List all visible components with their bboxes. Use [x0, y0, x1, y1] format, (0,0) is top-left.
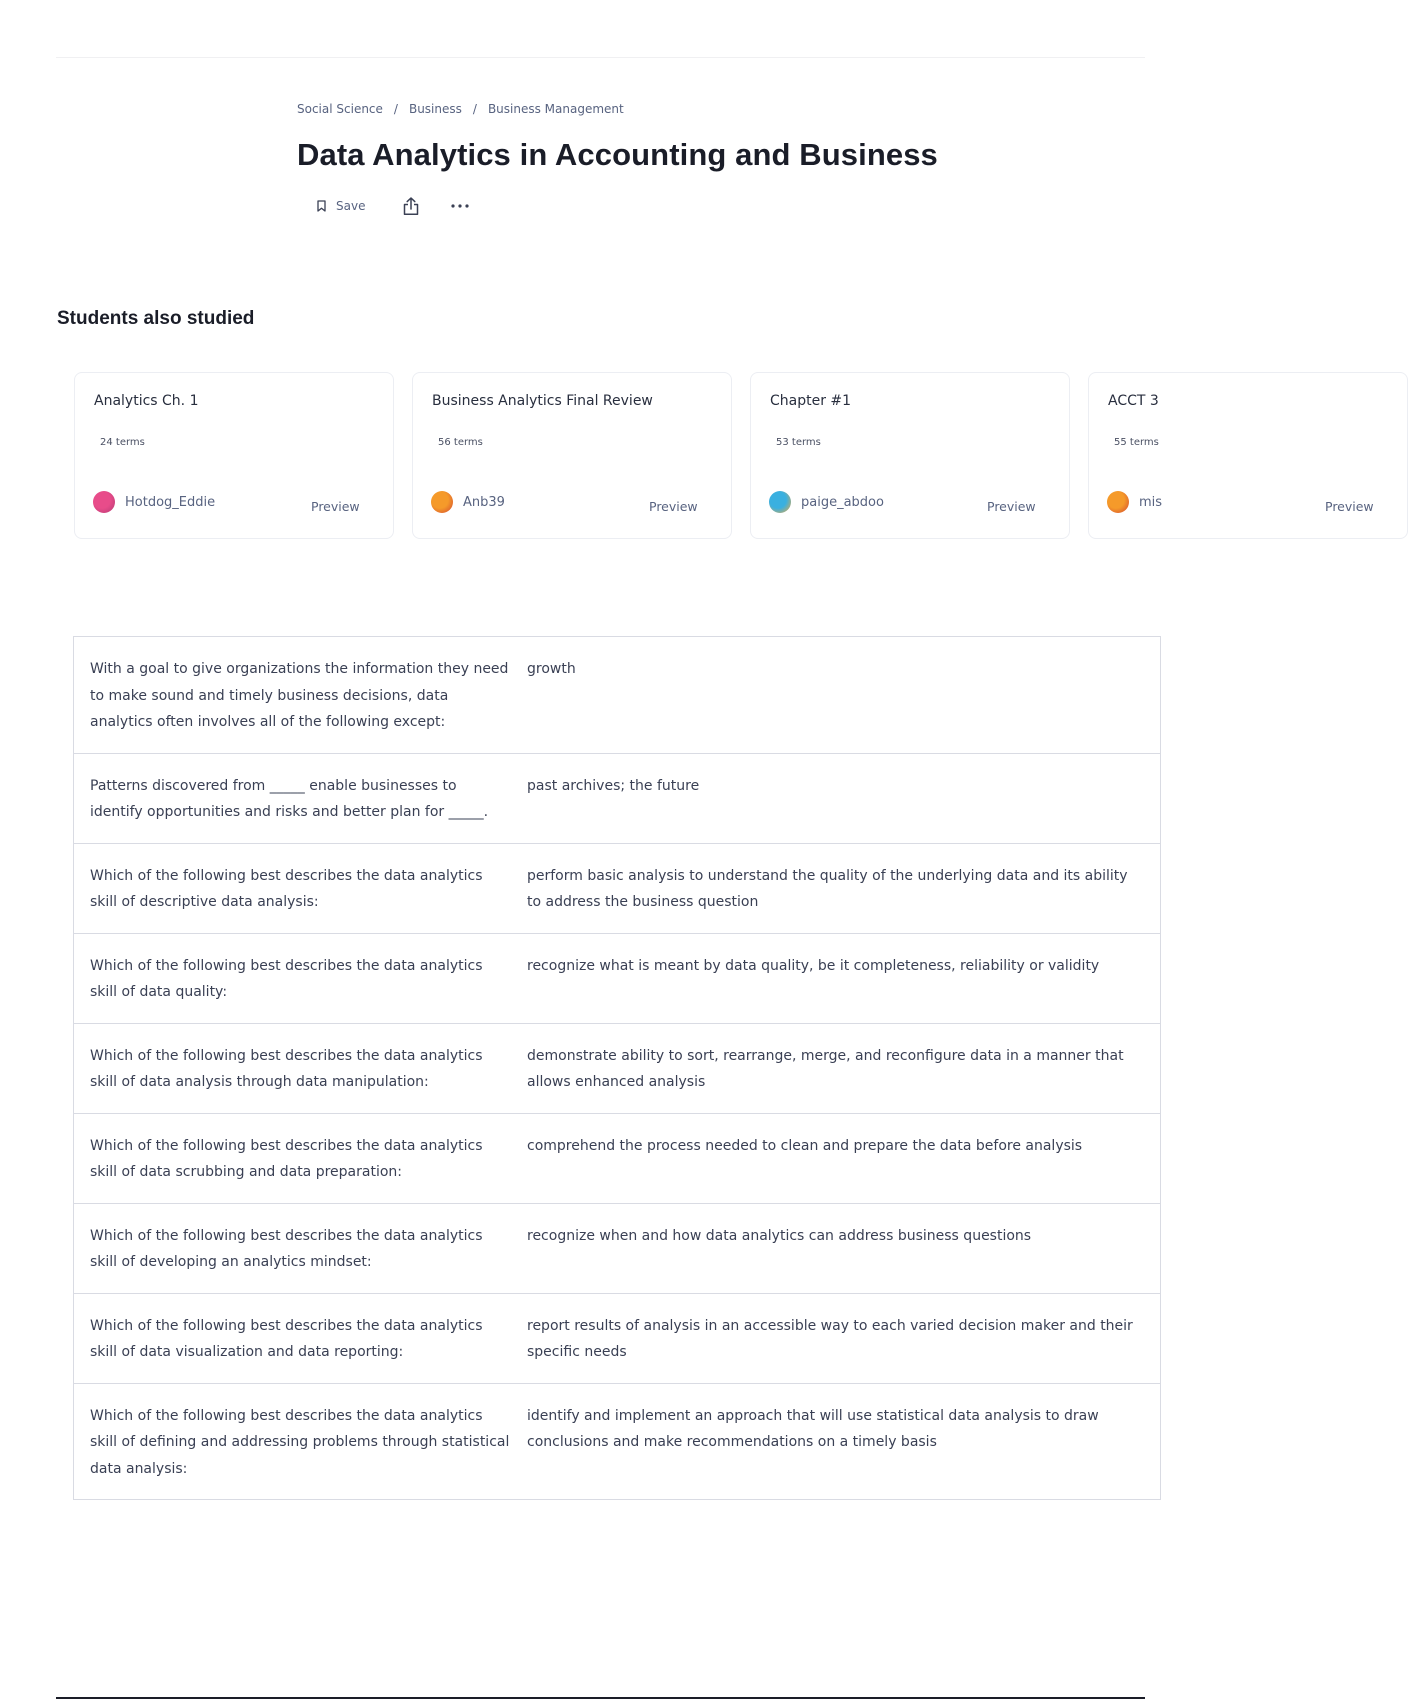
- card-title: Analytics Ch. 1: [94, 393, 199, 409]
- breadcrumb-separator: /: [393, 102, 398, 116]
- author-name: mis: [1139, 494, 1163, 510]
- bottom-divider: [56, 1697, 1145, 1699]
- avatar: [769, 491, 791, 513]
- breadcrumb-business[interactable]: Business: [408, 102, 462, 116]
- preview-button[interactable]: Preview: [311, 499, 360, 514]
- avatar: [1107, 491, 1129, 513]
- avatar: [431, 491, 453, 513]
- preview-button[interactable]: Preview: [987, 499, 1036, 514]
- preview-button[interactable]: Preview: [649, 499, 698, 514]
- more-options-button[interactable]: [450, 203, 470, 209]
- students-also-studied-heading: Students also studied: [57, 308, 255, 329]
- term-row: [74, 934, 1160, 1024]
- bookmark-icon: [317, 200, 326, 212]
- term-question: With a goal to give organizations the information they need to make sound and timely business decisions, data analytics often involves all of the following except:: [90, 661, 509, 730]
- related-sets-carousel: [74, 372, 1374, 540]
- term-row: [74, 754, 1160, 844]
- more-options-icon: [450, 203, 470, 209]
- term-question: Which of the following best describes the data analytics skill of descriptive data analysis:: [90, 867, 483, 910]
- author-name: Hotdog_Eddie: [125, 494, 216, 510]
- term-answer: demonstrate ability to sort, rearrange, merge, and reconfigure data in a manner that allows enhanced analysis: [527, 1047, 1124, 1090]
- term-answer: growth: [527, 661, 576, 677]
- related-sets-track: [74, 372, 1374, 539]
- terms-table: [73, 636, 1161, 1500]
- card-author: [769, 491, 884, 513]
- term-row: [74, 1294, 1160, 1384]
- card-author: [93, 491, 215, 513]
- term-answer: comprehend the process needed to clean and prepare the data before analysis: [527, 1137, 1083, 1154]
- related-set-card[interactable]: [750, 372, 1070, 539]
- term-answer: report results of analysis in an accessible way to each varied decision maker and their specific needs: [527, 1317, 1133, 1360]
- term-answer: recognize when and how data analytics can address business questions: [527, 1227, 1032, 1244]
- term-row: [74, 844, 1160, 934]
- card-title: ACCT 3: [1108, 393, 1159, 409]
- action-bar: [297, 194, 1097, 218]
- term-row: [74, 1384, 1160, 1500]
- term-question: Which of the following best describes the data analytics skill of defining and addressing problems through statistical data analysis:: [90, 1407, 510, 1477]
- card-term-count: 53 terms: [776, 437, 821, 448]
- save-button[interactable]: [297, 199, 365, 213]
- preview-button[interactable]: Preview: [1325, 499, 1374, 514]
- card-term-count: 24 terms: [100, 437, 145, 448]
- author-name: paige_abdoo: [801, 494, 884, 510]
- term-question: Which of the following best describes the data analytics skill of data quality:: [90, 957, 483, 1000]
- card-author: [431, 491, 505, 513]
- card-term-count: 55 terms: [1114, 437, 1159, 448]
- breadcrumb: [297, 100, 1097, 118]
- top-divider: [56, 57, 1145, 58]
- related-set-card[interactable]: [412, 372, 732, 539]
- card-author: [1107, 491, 1162, 513]
- card-term-count: 56 terms: [438, 437, 483, 448]
- term-answer: identify and implement an approach that will use statistical data analysis to draw conclusions and make recommendations on a timely basis: [527, 1407, 1099, 1450]
- term-answer: perform basic analysis to understand the quality of the underlying data and its ability to address the business question: [527, 867, 1128, 910]
- card-title: Business Analytics Final Review: [432, 393, 653, 409]
- share-icon: [402, 196, 420, 216]
- related-set-card[interactable]: [74, 372, 394, 539]
- term-answer: recognize what is meant by data quality, be it completeness, reliability or validity: [527, 957, 1100, 974]
- breadcrumb-business-management[interactable]: Business Management: [487, 102, 624, 116]
- term-row: [74, 1024, 1160, 1114]
- term-question: Which of the following best describes the data analytics skill of developing an analytics mindset:: [90, 1227, 483, 1270]
- related-set-card[interactable]: [1088, 372, 1408, 539]
- breadcrumb-separator: /: [472, 102, 477, 116]
- avatar: [93, 491, 115, 513]
- share-button[interactable]: [402, 196, 420, 216]
- term-row: [74, 637, 1160, 754]
- save-label: Save: [336, 199, 366, 213]
- term-question: Patterns discovered from _____ enable businesses to identify opportunities and risks and better plan for _____.: [90, 777, 489, 820]
- term-question: Which of the following best describes the data analytics skill of data analysis through data manipulation:: [90, 1047, 483, 1090]
- term-question: Which of the following best describes the data analytics skill of data visualization and data reporting:: [90, 1317, 483, 1360]
- term-row: [74, 1204, 1160, 1294]
- term-question: Which of the following best describes the data analytics skill of data scrubbing and data preparation:: [90, 1137, 483, 1180]
- term-row: [74, 1114, 1160, 1204]
- page-title: Data Analytics in Accounting and Business: [297, 137, 938, 172]
- breadcrumb-social-science[interactable]: Social Science: [297, 102, 383, 116]
- author-name: Anb39: [463, 494, 505, 510]
- card-title: Chapter #1: [770, 393, 852, 409]
- term-answer: past archives; the future: [527, 777, 700, 794]
- set-header: [297, 100, 1097, 218]
